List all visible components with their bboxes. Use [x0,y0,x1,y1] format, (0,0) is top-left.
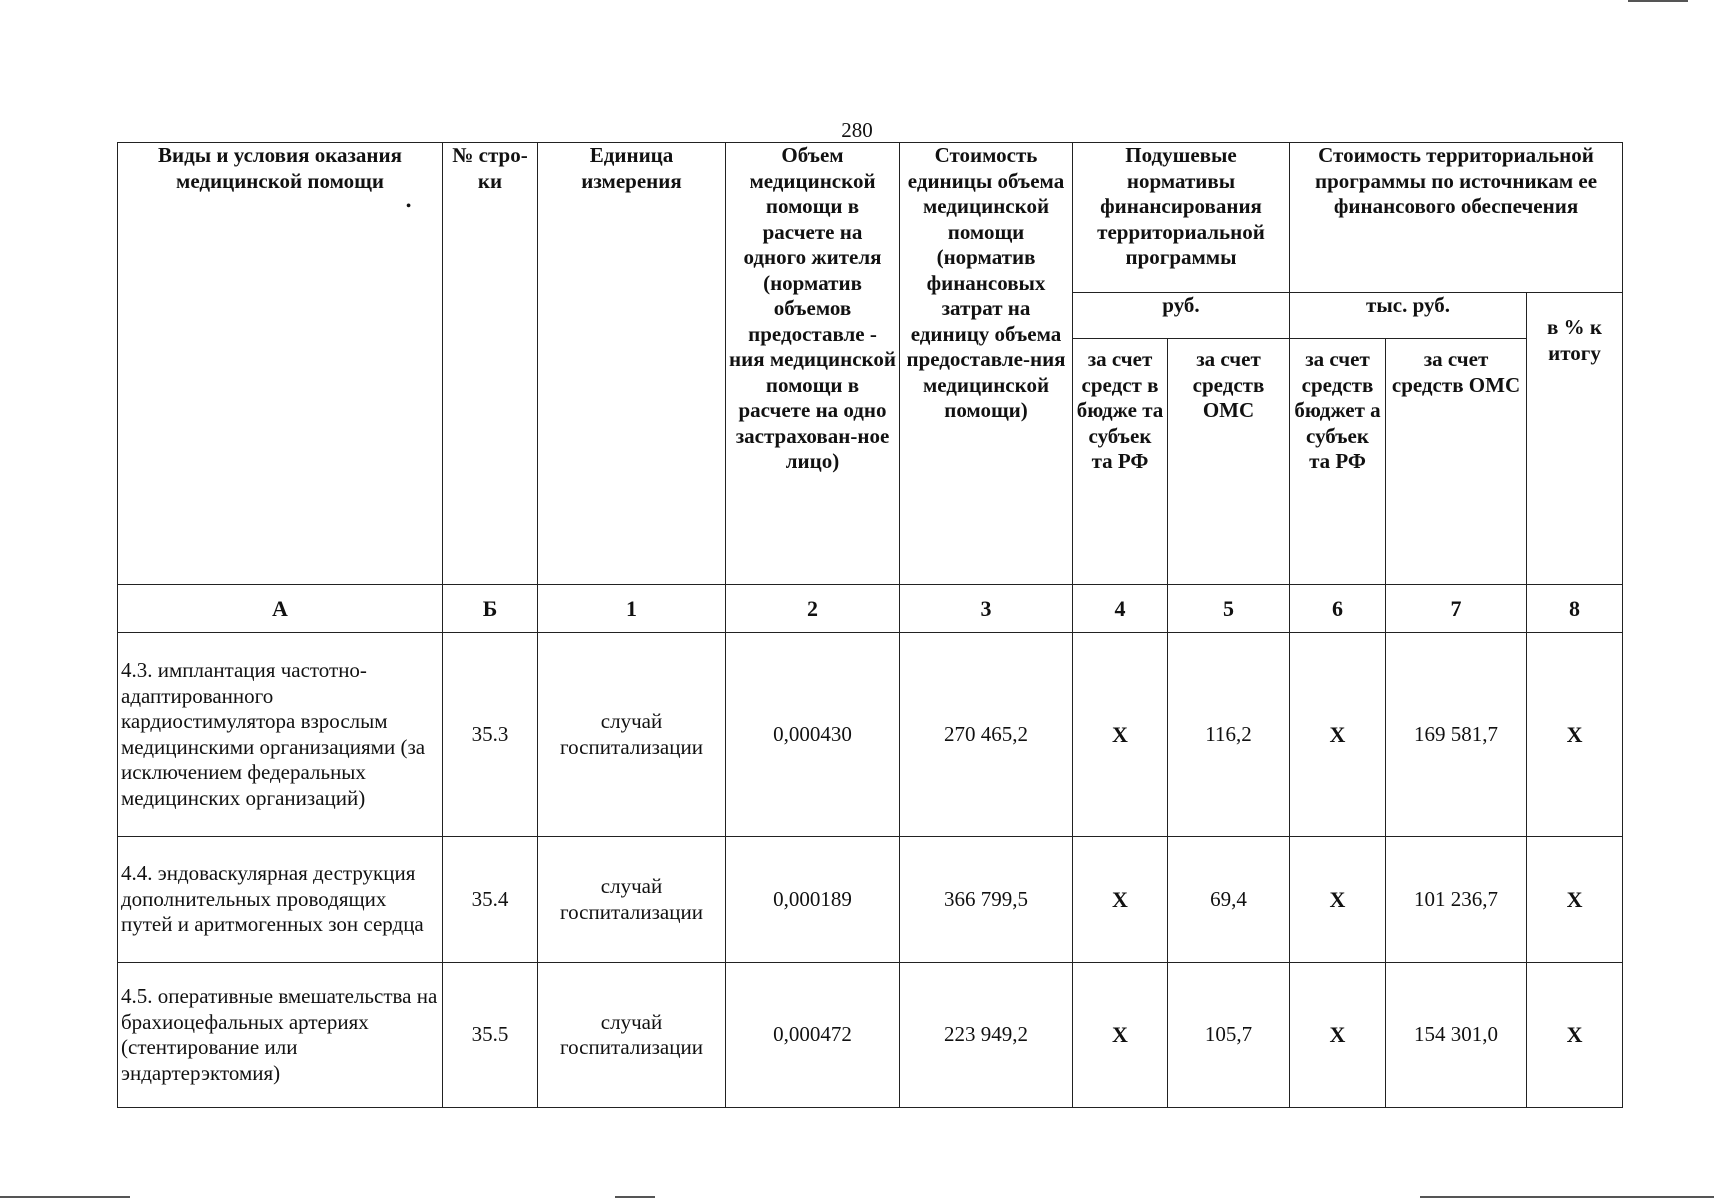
row-unit-cost: 223 949,2 [900,963,1073,1108]
row-line-number: 35.4 [443,837,538,963]
header-row-1 [118,143,1623,293]
column-number: 8 [1527,585,1623,633]
column-number: 4 [1073,585,1168,633]
column-number: 6 [1290,585,1386,633]
row-line-number: 35.5 [443,963,538,1108]
header-unit-rub: руб. [1073,293,1290,339]
header-col-1: Единица измерения [538,143,726,585]
row-cost-budget: X [1290,963,1386,1108]
row-percent: X [1527,963,1623,1108]
column-number: А [118,585,443,633]
scan-edge-mark-bottom-right [1420,1196,1714,1198]
row-name: 4.4. эндоваскулярная деструкция дополнительных проводящих путей и аритмогенных зон сердца [118,837,443,963]
column-number: 3 [900,585,1073,633]
header-group-per-capita: Подушевые нормативы финансирования территориальной программы [1073,143,1290,293]
scan-edge-mark-top-right [1628,0,1688,2]
header-col-5: за счет средств ОМС [1168,339,1290,585]
row-cost-budget: X [1290,837,1386,963]
row-per-capita-budget: X [1073,963,1168,1108]
row-volume: 0,000189 [726,837,900,963]
scan-edge-mark-bottom-left [0,1196,130,1198]
page-number: 280 [841,118,873,142]
column-number-row [118,585,1623,633]
header-col-3: Стоимость единицы объема медицинской помощи (норматив финансовых затрат на единицу объема предоставле-ния медицинской помощи) [900,143,1073,585]
column-number: 2 [726,585,900,633]
header-group-cost: Стоимость территориальной программы по источникам ее финансового обеспечения [1290,143,1623,293]
row-cost-oms: 154 301,0 [1386,963,1527,1108]
row-cost-oms: 101 236,7 [1386,837,1527,963]
header-col-a-mark: • [406,199,411,214]
header-col-a-text: Виды и условия оказания медицинской помощи [158,143,402,193]
header-col-2: Объем медицинской помощи в расчете на одного жителя (норматив объемов предоставле - ния медицинской помощи в расчете на одно застрахован-ное лицо) [726,143,900,585]
row-per-capita-budget: X [1073,837,1168,963]
header-col-6: за счет средств бюджет а субъек та РФ [1290,339,1386,585]
row-volume: 0,000430 [726,633,900,837]
column-number: 5 [1168,585,1290,633]
row-cost-oms: 169 581,7 [1386,633,1527,837]
financing-table [117,142,1623,1108]
row-line-number: 35.3 [443,633,538,837]
table-row [118,633,1623,837]
header-col-a [118,143,443,585]
table-row [118,963,1623,1108]
scan-edge-mark-bottom-mid [615,1196,655,1198]
row-per-capita-oms: 116,2 [1168,633,1290,837]
row-percent: X [1527,633,1623,837]
table-row [118,837,1623,963]
column-number: Б [443,585,538,633]
column-number: 7 [1386,585,1527,633]
row-cost-budget: X [1290,633,1386,837]
row-volume: 0,000472 [726,963,900,1108]
row-unit-cost: 270 465,2 [900,633,1073,837]
header-col-4: за счет средст в бюдже та субъек та РФ [1073,339,1168,585]
row-name: 4.3. имплантация частотно-адаптированного кардиостимулятора взрослым медицинскими организациями (за исключением федеральных медицинских организаций) [118,633,443,837]
header-col-8: в % к итогу [1527,293,1623,585]
column-number: 1 [538,585,726,633]
row-per-capita-oms: 105,7 [1168,963,1290,1108]
row-percent: X [1527,837,1623,963]
row-unit: случай госпитализации [538,837,726,963]
row-unit: случай госпитализации [538,963,726,1108]
row-unit-cost: 366 799,5 [900,837,1073,963]
row-unit: случай госпитализации [538,633,726,837]
header-col-7: за счет средств ОМС [1386,339,1527,585]
row-per-capita-budget: X [1073,633,1168,837]
row-per-capita-oms: 69,4 [1168,837,1290,963]
header-col-b: № стро-ки [443,143,538,585]
row-name: 4.5. оперативные вмешательства на брахиоцефальных артериях (стентирование или эндартерэктомия) [118,963,443,1108]
header-unit-thousand-rub: тыс. руб. [1290,293,1527,339]
